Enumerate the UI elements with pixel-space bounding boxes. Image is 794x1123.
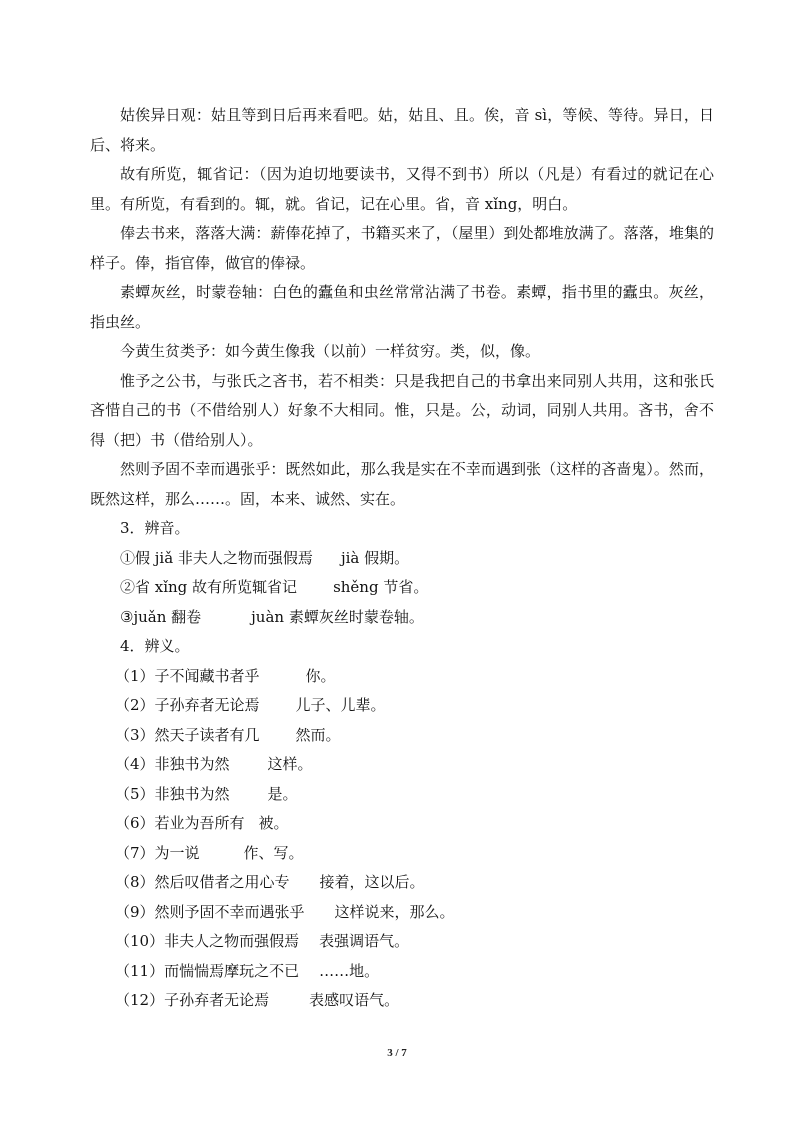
pronunciation-line (90, 573, 714, 603)
meaning-item (90, 780, 714, 810)
paragraph: 素蟫灰丝，时蒙卷轴：白色的蠹鱼和虫丝常常沾满了书卷。素蟫，指书里的蠹虫。灰丝，指虫丝。 (90, 283, 714, 331)
meaning-question: （11）而惴惴焉摩玩之不已 (115, 961, 300, 980)
meaning-answer: 是。 (267, 784, 298, 803)
pronunciation-a: ③juǎn 翻卷 (120, 607, 202, 626)
meaning-item (90, 898, 714, 928)
meaning-question: （5）非独书为然 (115, 784, 230, 803)
meaning-question: （7）为一说 (115, 843, 200, 862)
meaning-answer: 这样说来，那么。 (334, 902, 455, 921)
meaning-answer: 儿子、儿辈。 (295, 696, 386, 714)
meaning-item (90, 868, 714, 898)
section-heading: 3．辨音。 (120, 519, 190, 537)
meaning-answer: 表强调语气。 (319, 932, 410, 950)
pronunciation-line (90, 603, 714, 633)
paragraph: 惟予之公书，与张氏之吝书，若不相类：只是我把自己的书拿出来同别人共用，这和张氏吝惜自己的书（不借给别人）好象不大相同。惟，只是。公，动词，同别人共用。吝书，舍不得（把）书（借给别人）。 (90, 371, 714, 449)
meaning-question: （9）然则予固不幸而遇张乎 (115, 902, 305, 921)
meaning-answer: 表感叹语气。 (309, 991, 400, 1009)
meaning-question: （12）子孙弃者无论焉 (115, 991, 270, 1009)
meaning-answer: ……地。 (319, 961, 380, 980)
pronunciation-b: jià 假期。 (340, 548, 410, 567)
meaning-question: （8）然后叹借者之用心专 (115, 873, 290, 891)
meaning-question: （4）非独书为然 (115, 755, 230, 773)
meaning-answer: 这样。 (267, 755, 313, 773)
meaning-answer: 接着，这以后。 (319, 873, 425, 891)
pronunciation-a: ②省 xǐng 故有所览辄省记 (120, 578, 298, 596)
meaning-answer: 作、写。 (243, 843, 304, 862)
meaning-item (90, 986, 714, 1016)
meaning-answer: 被。 (258, 814, 289, 832)
meaning-item (90, 691, 714, 721)
meaning-answer: 你。 (305, 666, 336, 685)
paragraph: 故有所览，辄省记：（因为迫切地要读书，又得不到书）所以（凡是）有看过的就记在心里。有所览，有看到的。辄，就。省记，记在心里。省，音 xǐng，明白。 (90, 165, 714, 213)
pronunciation-b: juàn 素蟫灰丝时蒙卷轴。 (251, 607, 424, 626)
meaning-item (90, 927, 714, 957)
meaning-item (90, 809, 714, 839)
paragraph: 俸去书来，落落大满：薪俸花掉了，书籍买来了，（屋里）到处都堆放满了。落落，堆集的样子。俸，指官俸，做官的俸禄。 (90, 224, 714, 272)
meaning-question: （10）非夫人之物而强假焉 (115, 932, 300, 950)
pronunciation-line (90, 544, 714, 574)
paragraph: 然则予固不幸而遇张乎：既然如此，那么我是实在不幸而遇到张（这样的吝啬鬼）。然而，既然这样，那么……。固，本来、诚然、实在。 (90, 460, 714, 508)
meaning-item (90, 662, 714, 692)
meaning-question: （2）子孙弃者无论焉 (115, 696, 260, 714)
page-content (90, 101, 714, 1016)
meaning-item (90, 957, 714, 987)
meaning-item (90, 750, 714, 780)
meaning-question: （6）若业为吾所有 (115, 814, 245, 832)
section-heading: 4．辨义。 (120, 637, 190, 655)
meaning-answer: 然而。 (295, 725, 341, 744)
paragraph: 姑俟异日观：姑且等到日后再来看吧。姑，姑且、且。俟，音 sì，等候、等待。异日，日后、将来。 (90, 106, 714, 154)
paragraph: 今黄生贫类予：如今黄生像我（以前）一样贫穷。类，似，像。 (120, 342, 541, 360)
meaning-question: （3）然天子读者有几 (115, 725, 260, 744)
pronunciation-a: ①假 jiǎ 非夫人之物而强假焉 (120, 548, 313, 567)
meaning-question: （1）子不闻藏书者乎 (115, 666, 260, 685)
meaning-item (90, 721, 714, 751)
page-number: 3 / 7 (387, 1047, 407, 1059)
pronunciation-b: shěng 节省。 (333, 578, 429, 596)
meaning-item (90, 839, 714, 869)
